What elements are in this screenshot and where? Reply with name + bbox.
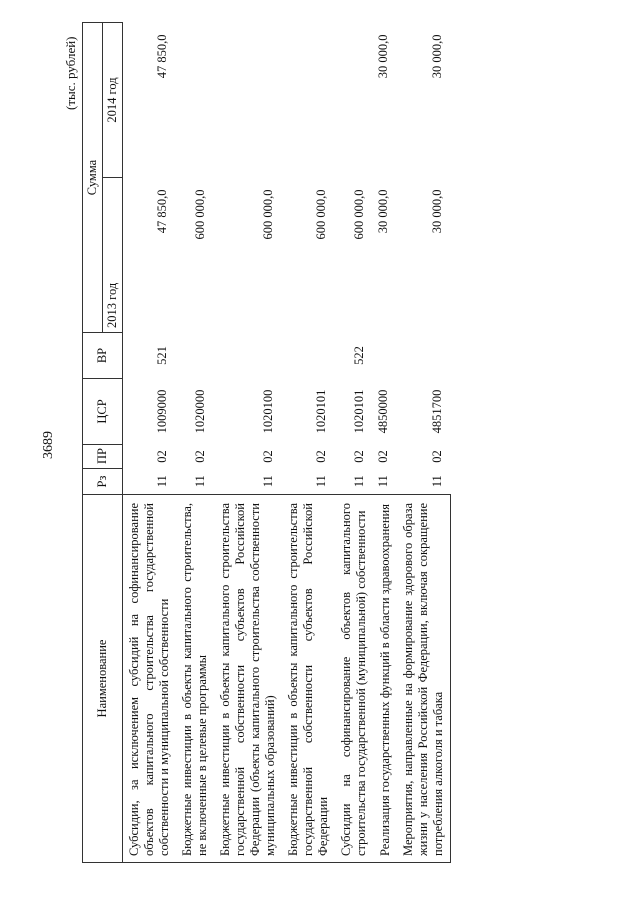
- budget-table: [82, 22, 451, 863]
- row-vr: [373, 333, 397, 379]
- row-rz: 11: [261, 475, 275, 488]
- page-number: 3689: [41, 431, 56, 459]
- row-csr: 4851700: [429, 389, 444, 434]
- row-rz: 11: [429, 475, 444, 488]
- row-sum-2014: [282, 23, 335, 178]
- table-row: [373, 23, 397, 863]
- row-name: Реализация государственных функций в области здравоохранения: [373, 495, 397, 863]
- row-sum-2013: 600 000,0: [314, 189, 328, 240]
- row-rz: 11: [352, 475, 366, 488]
- row-name: Бюджетные инвестиции в объекты капитального строительства, не включенные в целевые программы: [176, 495, 214, 863]
- units-note: (тыс. рублей): [63, 36, 78, 110]
- row-csr: 1020000: [193, 389, 207, 434]
- header-sum: Сумма: [83, 23, 103, 333]
- row-sum-2013: 30 000,0: [376, 189, 390, 234]
- row-pr: 02: [155, 450, 169, 463]
- row-sum-2013: 47 850,0: [155, 189, 169, 234]
- row-csr: 1020101: [314, 389, 328, 434]
- header-csr: ЦСР: [83, 379, 123, 445]
- header-rz: Рз: [83, 469, 123, 495]
- row-vr: [214, 333, 282, 379]
- row-name: Субсидии на софинансирование объектов капитального строительства государственной (муниципальной) собственности: [335, 495, 373, 863]
- row-name: Мероприятия, направленные на формирование здорового образа жизни у населения Российской Федерации, включая сокращение потребления алкоголя и табака: [397, 495, 451, 863]
- row-sum-2014: 30 000,0: [376, 34, 390, 79]
- row-csr: 4850000: [376, 389, 390, 434]
- row-name: Субсидии, за исключением субсидий на софинансирование объектов капитального строительства государственной собственности и муниципальной собственности: [123, 495, 177, 863]
- row-csr: 1009000: [155, 389, 169, 434]
- header-2013: 2013 год: [103, 178, 123, 333]
- row-sum-2014: [214, 23, 282, 178]
- row-name: Бюджетные инвестиции в объекты капитального строительства государственной собственности субъектов Российской Федерации (объекты капитального строительства собственности муниципальных образований): [214, 495, 282, 863]
- row-sum-2013: 30 000,0: [429, 189, 444, 234]
- table-body: [123, 23, 451, 863]
- header-2014: 2014 год: [103, 23, 123, 178]
- table-row: [282, 23, 335, 863]
- row-sum-2014: 30 000,0: [429, 34, 444, 79]
- row-vr: 522: [352, 346, 366, 365]
- table-row: [176, 23, 214, 863]
- table-row: [214, 23, 282, 863]
- row-vr: 521: [155, 346, 169, 365]
- row-pr: 02: [429, 450, 444, 463]
- row-sum-2014: [335, 23, 373, 178]
- row-sum-2013: 600 000,0: [261, 189, 275, 240]
- row-vr: [397, 333, 451, 379]
- row-sum-2013: 600 000,0: [193, 189, 207, 240]
- row-vr: [282, 333, 335, 379]
- row-rz: 11: [314, 475, 328, 488]
- row-rz: 11: [376, 475, 390, 488]
- row-pr: 02: [193, 450, 207, 463]
- header-name: Наименование: [83, 495, 123, 863]
- row-vr: [176, 333, 214, 379]
- header-vr: ВР: [83, 333, 123, 379]
- row-csr: 1020100: [261, 389, 275, 434]
- row-sum-2013: 600 000,0: [352, 189, 366, 240]
- row-pr: 02: [376, 450, 390, 463]
- header-row: [83, 23, 103, 863]
- table-row: [335, 23, 373, 863]
- row-sum-2014: [176, 23, 214, 178]
- row-rz: 11: [193, 475, 207, 488]
- header-pr: ПР: [83, 445, 123, 469]
- row-sum-2014: 47 850,0: [155, 34, 169, 79]
- table-row: [397, 23, 451, 863]
- row-rz: 11: [155, 475, 169, 488]
- row-pr: 02: [352, 450, 366, 463]
- row-name: Бюджетные инвестиции в объекты капитального строительства государственной собственности субъектов Российской Федерации: [282, 495, 335, 863]
- table-row: [123, 23, 177, 863]
- row-csr: 1020101: [352, 389, 366, 434]
- row-pr: 02: [314, 450, 328, 463]
- row-pr: 02: [261, 450, 275, 463]
